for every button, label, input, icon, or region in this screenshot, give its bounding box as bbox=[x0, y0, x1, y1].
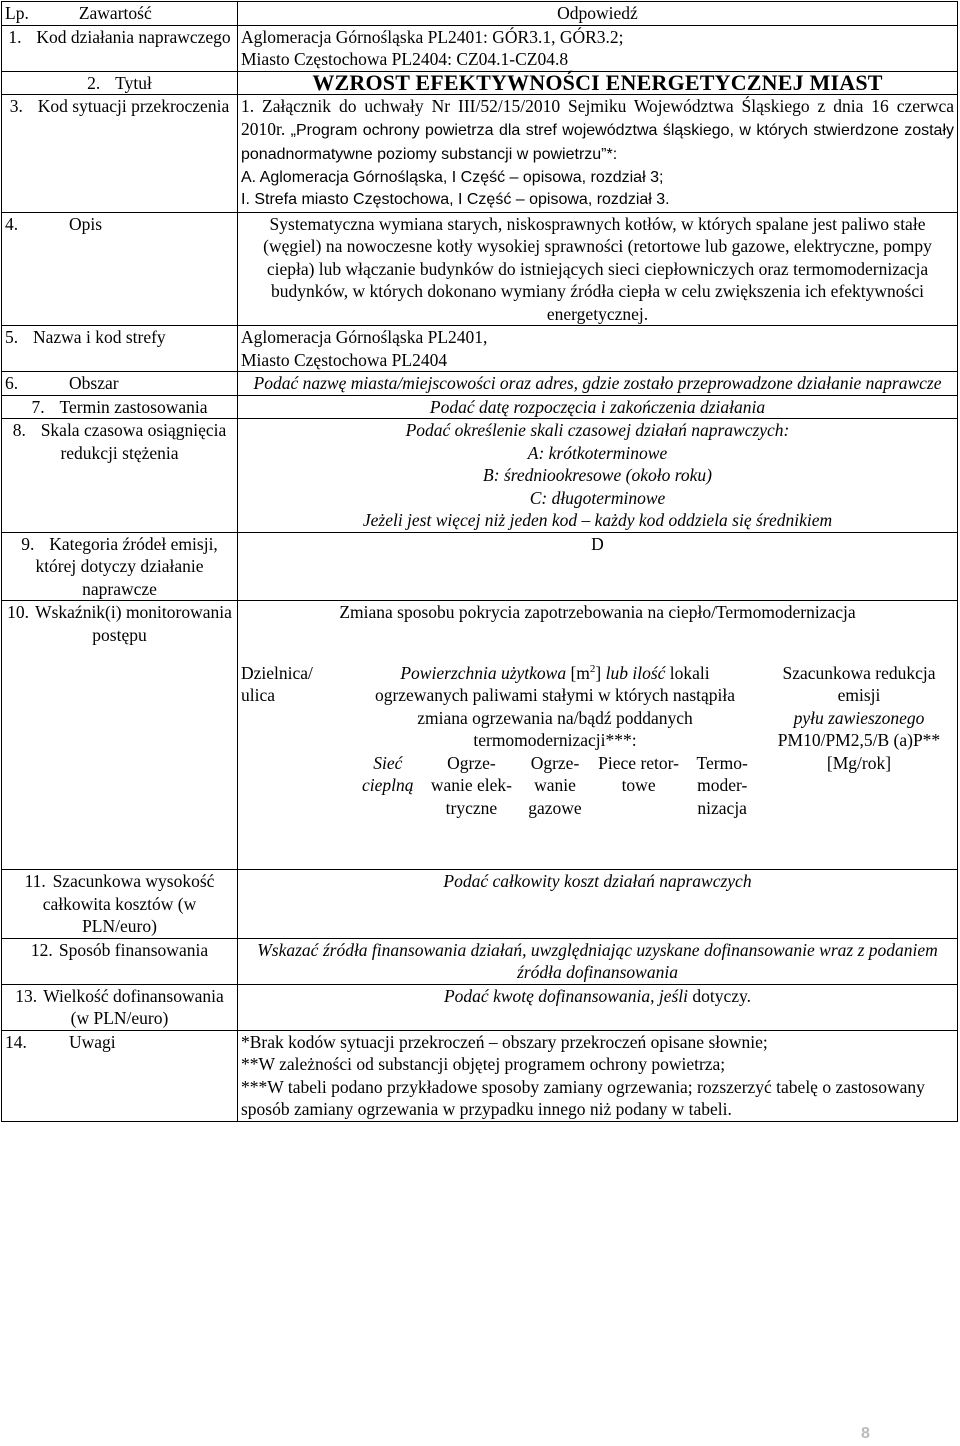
row-number: 14. bbox=[5, 1031, 27, 1052]
row-label: Wielkość dofinansowania (w PLN/euro) bbox=[43, 985, 224, 1028]
time-scale-b: B: średniookresowe (około roku) bbox=[483, 465, 712, 485]
title-value: WZROST EFEKTYWNOŚCI ENERGETYCZNEJ MIAST bbox=[238, 71, 958, 95]
district-street-header: Dzielnica/ ulica bbox=[241, 662, 313, 705]
action-form-table bbox=[1, 1, 958, 1122]
time-scale-intro: Podać określenie skali czasowej działań naprawczych: bbox=[405, 420, 790, 440]
emission-reduction-header-l1: Szacunkowa redukcja emisji bbox=[782, 662, 936, 705]
usable-area-header-l4: termomodernizacji***: bbox=[473, 730, 637, 750]
indicator-table bbox=[241, 662, 954, 820]
emission-reduction-header-l4: [Mg/rok] bbox=[826, 752, 892, 773]
row-12 bbox=[2, 938, 958, 984]
row-6 bbox=[2, 372, 958, 396]
row-number: 6. bbox=[5, 373, 19, 393]
row-number: 13. bbox=[15, 985, 38, 1006]
row-number: 10. bbox=[7, 602, 29, 622]
row-label: Szacunkowa wysokość całkowita kosztów (w PLN/euro) bbox=[42, 871, 215, 936]
retort-stove-header: Piece retor-towe bbox=[598, 752, 679, 795]
row-4 bbox=[2, 212, 958, 326]
row-7 bbox=[2, 395, 958, 419]
row-11 bbox=[2, 870, 958, 939]
usable-area-header-l3: zmiana ogrzewania na/bądź poddanych bbox=[417, 707, 693, 728]
total-cost-value: Podać całkowity koszt działań naprawczych bbox=[238, 870, 958, 939]
zone-line2: Miasto Częstochowa PL2404 bbox=[241, 349, 448, 370]
gas-heating-header: Ogrze-wanie gazowe bbox=[528, 752, 582, 818]
emission-reduction-header-l2: pyłu zawieszonego bbox=[793, 707, 925, 728]
answer-header: Odpowiedź bbox=[238, 2, 958, 26]
row-label: Uwagi bbox=[69, 1031, 116, 1052]
heating-type-subheaders bbox=[346, 752, 764, 820]
district-heating-header: Sieć cieplną bbox=[362, 752, 414, 795]
row-label: Tytuł bbox=[115, 72, 152, 93]
content-header: Zawartość bbox=[78, 3, 152, 23]
row-13 bbox=[2, 984, 958, 1030]
financing-value: Wskazać źródła finansowania działań, uwzględniając uzyskane dofinansowanie wraz z podaniem źródła dofinansowania bbox=[238, 938, 958, 984]
zone-line1: Aglomeracja Górnośląska PL2401, bbox=[241, 327, 488, 347]
thermomodernization-header: Termo-moder-nizacja bbox=[696, 752, 748, 818]
usable-area-header: Powierzchnia użytkowa $[m^2]$ lub ilość lokali bbox=[400, 662, 710, 683]
resolution-reference: 1. Załącznik do uchwały Nr III/52/15/2010 Sejmiku Województwa Śląskiego z dnia 16 czerwca 2010r. bbox=[241, 96, 954, 139]
row-label: Opis bbox=[69, 213, 103, 234]
cofinancing-value: Podać kwotę dofinansowania, jeśli bbox=[443, 985, 688, 1006]
action-code-line1: Aglomeracja Górnośląska PL2401: GÓR3.1, GÓR3.2; bbox=[241, 26, 624, 47]
row-number: 3. bbox=[9, 96, 23, 116]
page-number: 8 bbox=[861, 1425, 870, 1442]
row-5 bbox=[2, 326, 958, 372]
description-value: Systematyczna wymiana starych, niskosprawnych kotłów, w których spalane jest paliwo stałe (węgiel) na nowoczesne kotły wysokiej sprawności (retortowe lub gazowe, elektryczne, pompy ciepła) lub włączanie budynków do istniejących sieci ciepłowniczych oraz termomodernizacja budynków, w których dokonano wymiany źródła ciepła w celu zwiększenia ich efektywności energetycznej. bbox=[238, 212, 958, 326]
row-14 bbox=[2, 1030, 958, 1121]
time-scale-c: C: długoterminowe bbox=[529, 487, 666, 508]
row-2 bbox=[2, 71, 958, 95]
note-1: *Brak kodów sytuacji przekroczeń – obszary przekroczeń opisane słownie; bbox=[241, 1031, 768, 1052]
row-number: 8. bbox=[12, 420, 26, 440]
term-value: Podać datę rozpoczęcia i zakończenia działania bbox=[238, 395, 958, 419]
row-1 bbox=[2, 25, 958, 71]
zone-reference-a: A. Aglomeracja Górnośląska, I Część – opisowa, rozdział 3; bbox=[241, 168, 664, 186]
row-label: Skala czasowa osiągnięcia redukcji stężenia bbox=[40, 420, 227, 463]
action-code-line2: Miasto Częstochowa PL2404: CZ04.1-CZ04.8 bbox=[241, 49, 569, 69]
row-label: Kod działania naprawczego bbox=[36, 26, 231, 47]
lp-header: Lp. bbox=[5, 3, 29, 23]
indicator-value: Zmiana sposobu pokrycia zapotrzebowania na ciepło/Termomodernizacja bbox=[339, 602, 856, 622]
row-label: Nazwa i kod strefy bbox=[33, 327, 166, 347]
row-label: Kod sytuacji przekroczenia bbox=[37, 96, 230, 116]
row-9 bbox=[2, 532, 958, 601]
note-3: ***W tabeli podano przykładowe sposoby zamiany ogrzewania; rozszerzyć tabelę o zastosowany sposób zamiany ogrzewania w przypadku innego niż podany w tabeli. bbox=[241, 1076, 925, 1119]
row-number: 4. bbox=[5, 213, 19, 234]
time-scale-note: Jeżeli jest więcej niż jeden kod – każdy kod oddziela się średnikiem bbox=[362, 510, 833, 530]
electric-heating-header: Ogrze-wanie elek-tryczne bbox=[430, 752, 512, 818]
row-label: Termin zastosowania bbox=[59, 396, 208, 417]
row-number: 12. bbox=[30, 939, 53, 960]
row-number: 2. bbox=[87, 72, 101, 93]
header-row bbox=[2, 2, 958, 26]
row-10 bbox=[2, 601, 958, 870]
row-8 bbox=[2, 419, 958, 533]
row-label: Kategoria źródeł emisji, której dotyczy działanie naprawcze bbox=[35, 533, 218, 599]
row-3 bbox=[2, 95, 958, 213]
row-label: Wskaźnik(i) monitorowania postępu bbox=[35, 602, 232, 645]
note-2: **W zależności od substancji objętej programem ochrony powietrza; bbox=[241, 1054, 726, 1074]
row-label: Obszar bbox=[69, 373, 119, 393]
row-number: 11. bbox=[24, 871, 46, 891]
row-number: 1. bbox=[8, 26, 22, 47]
zone-reference-i: I. Strefa miasto Częstochowa, I Część – opisowa, rozdział 3. bbox=[241, 191, 670, 208]
time-scale-a: A: krótkoterminowe bbox=[527, 442, 668, 463]
row-number: 7. bbox=[31, 396, 45, 417]
row-number: 5. bbox=[5, 327, 19, 347]
area-value: Podać nazwę miasta/miejscowości oraz adres, gdzie zostało przeprowadzone działanie naprawcze bbox=[238, 372, 958, 396]
emission-category-value: D bbox=[238, 532, 958, 601]
cofinancing-value-tail: dotyczy. bbox=[688, 985, 752, 1006]
usable-area-header-l2: ogrzewanych paliwami stałymi w których nastąpiła bbox=[374, 685, 736, 705]
program-reference: „Program ochrony powietrza dla stref województwa śląskiego, w których stwierdzone zostały ponadnormatywne poziomy substancji w powietrzu”*: bbox=[241, 121, 954, 163]
row-label: Sposób finansowania bbox=[58, 939, 209, 960]
emission-reduction-header-l3: PM10/PM2,5/B (a)P** bbox=[777, 730, 941, 750]
row-number: 9. bbox=[21, 533, 35, 554]
